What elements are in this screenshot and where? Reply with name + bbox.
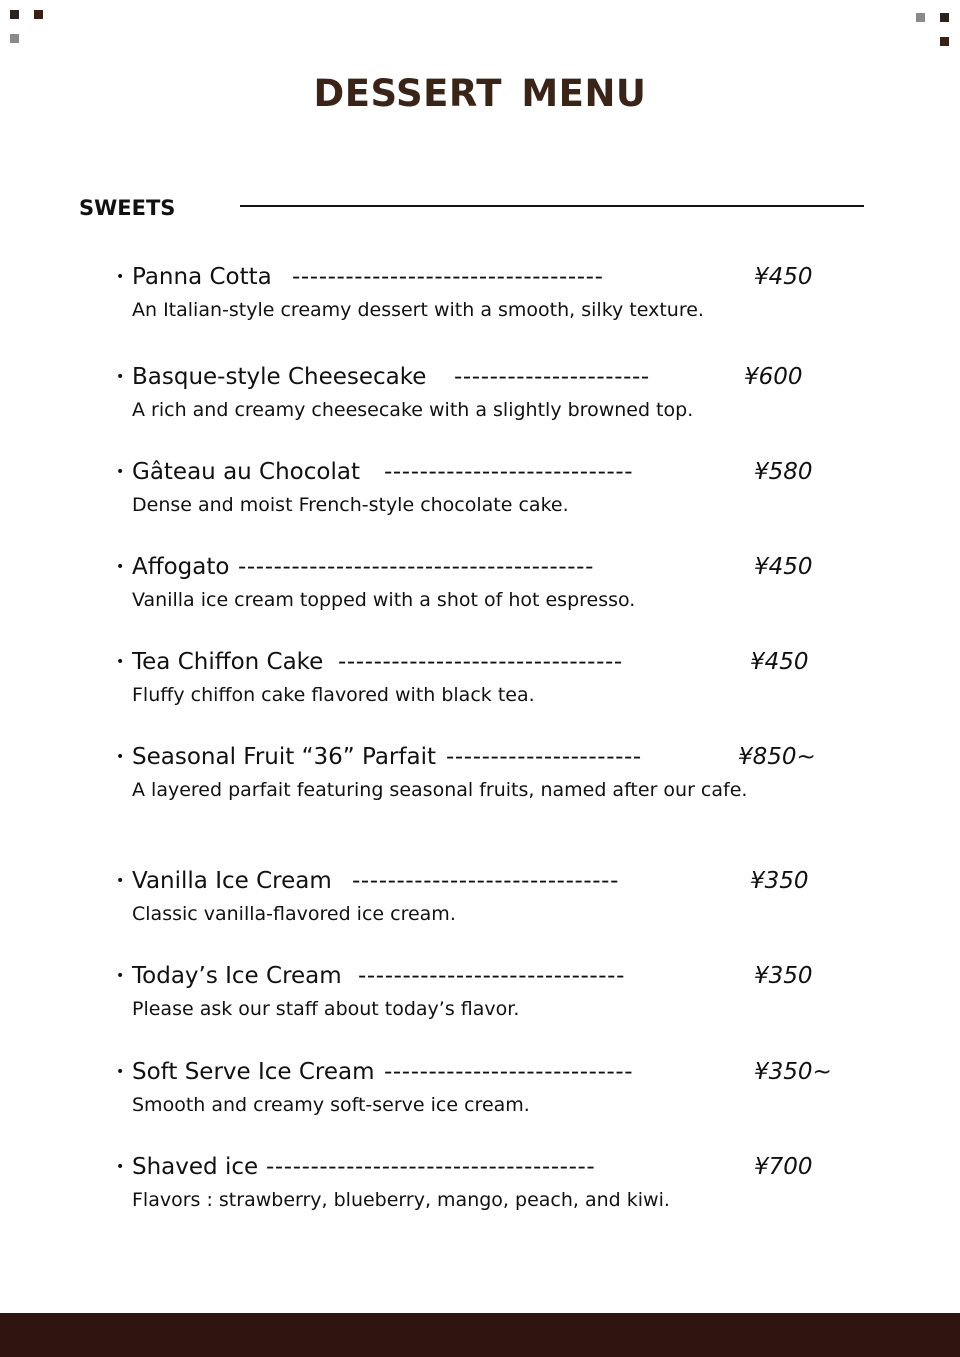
item-description: An Italian-style creamy dessert with a smooth, silky texture. xyxy=(132,299,704,321)
page-title: DESSERT MENU xyxy=(313,72,647,115)
item-leader: ------------------------------ xyxy=(352,868,619,894)
bullet-icon: • xyxy=(116,968,125,984)
bullet-icon: • xyxy=(116,873,125,889)
bullet-icon: • xyxy=(116,749,125,765)
menu-item xyxy=(116,361,828,425)
bullet-icon: • xyxy=(116,1064,125,1080)
item-name: Seasonal Fruit “36” Parfait xyxy=(132,744,436,770)
item-price: ¥700 xyxy=(754,1154,813,1180)
menu-item xyxy=(116,551,828,615)
section-divider xyxy=(240,205,864,207)
menu-item xyxy=(116,960,828,1024)
item-leader: -------------------------------- xyxy=(338,649,623,675)
item-leader: ----------------------------------- xyxy=(292,264,604,290)
item-name: Basque-style Cheesecake xyxy=(132,364,427,390)
corner-square-decoration xyxy=(10,10,19,19)
item-name: Panna Cotta xyxy=(132,264,272,290)
item-leader: ---------------------------- xyxy=(384,459,634,485)
item-price: ¥450 xyxy=(750,649,809,675)
item-description: A layered parfait featuring seasonal fruits, named after our cafe. xyxy=(132,779,748,801)
bullet-icon: • xyxy=(116,269,125,285)
item-price: ¥600 xyxy=(744,364,803,390)
item-name: Soft Serve Ice Cream xyxy=(132,1059,375,1085)
menu-item xyxy=(116,1056,832,1120)
bullet-icon: • xyxy=(116,559,125,575)
item-name: Gâteau au Chocolat xyxy=(132,459,360,485)
item-price: ¥580 xyxy=(754,459,813,485)
item-price: ¥350 xyxy=(750,868,809,894)
bullet-icon: • xyxy=(116,464,125,480)
item-leader: ---------------------------- xyxy=(384,1059,634,1085)
item-name: Today’s Ice Cream xyxy=(132,963,342,989)
menu-item xyxy=(116,456,828,520)
item-price: ¥450 xyxy=(754,264,813,290)
item-leader: ---------------------- xyxy=(446,744,642,770)
item-name: Affogato xyxy=(132,554,230,580)
item-price: ¥350 xyxy=(754,963,813,989)
corner-square-decoration xyxy=(916,13,925,22)
menu-item xyxy=(116,741,828,805)
menu-item xyxy=(116,865,828,929)
item-leader: ------------------------------ xyxy=(358,963,625,989)
corner-square-decoration xyxy=(940,13,949,22)
item-name: Shaved ice xyxy=(132,1154,259,1180)
item-description: Please ask our staff about today’s flavor. xyxy=(132,998,520,1020)
item-price: ¥850~ xyxy=(738,744,816,770)
item-leader: ---------------------------------------- xyxy=(238,554,594,580)
menu-item xyxy=(116,1151,828,1215)
bullet-icon: • xyxy=(116,1159,125,1175)
item-leader: ---------------------- xyxy=(454,364,650,390)
menu-item xyxy=(116,261,828,325)
bullet-icon: • xyxy=(116,369,125,385)
corner-square-decoration xyxy=(34,10,43,19)
item-price: ¥450 xyxy=(754,554,813,580)
item-name: Tea Chiffon Cake xyxy=(132,649,324,675)
item-description: Smooth and creamy soft-serve ice cream. xyxy=(132,1094,530,1116)
item-description: Fluffy chiffon cake flavored with black tea. xyxy=(132,684,535,706)
item-price: ¥350~ xyxy=(754,1059,832,1085)
corner-square-decoration xyxy=(940,37,949,46)
corner-square-decoration xyxy=(10,34,19,43)
item-description: Flavors : strawberry, blueberry, mango, peach, and kiwi. xyxy=(132,1189,670,1211)
item-name: Vanilla Ice Cream xyxy=(132,868,332,894)
item-leader: ------------------------------------- xyxy=(266,1154,596,1180)
item-description: Classic vanilla-flavored ice cream. xyxy=(132,903,456,925)
item-description: Dense and moist French-style chocolate cake. xyxy=(132,494,569,516)
section-title: SWEETS xyxy=(79,196,176,220)
bullet-icon: • xyxy=(116,654,125,670)
item-description: A rich and creamy cheesecake with a slightly browned top. xyxy=(132,399,694,421)
item-description: Vanilla ice cream topped with a shot of hot espresso. xyxy=(132,589,636,611)
menu-item xyxy=(116,646,828,710)
footer-bar xyxy=(0,1313,960,1357)
